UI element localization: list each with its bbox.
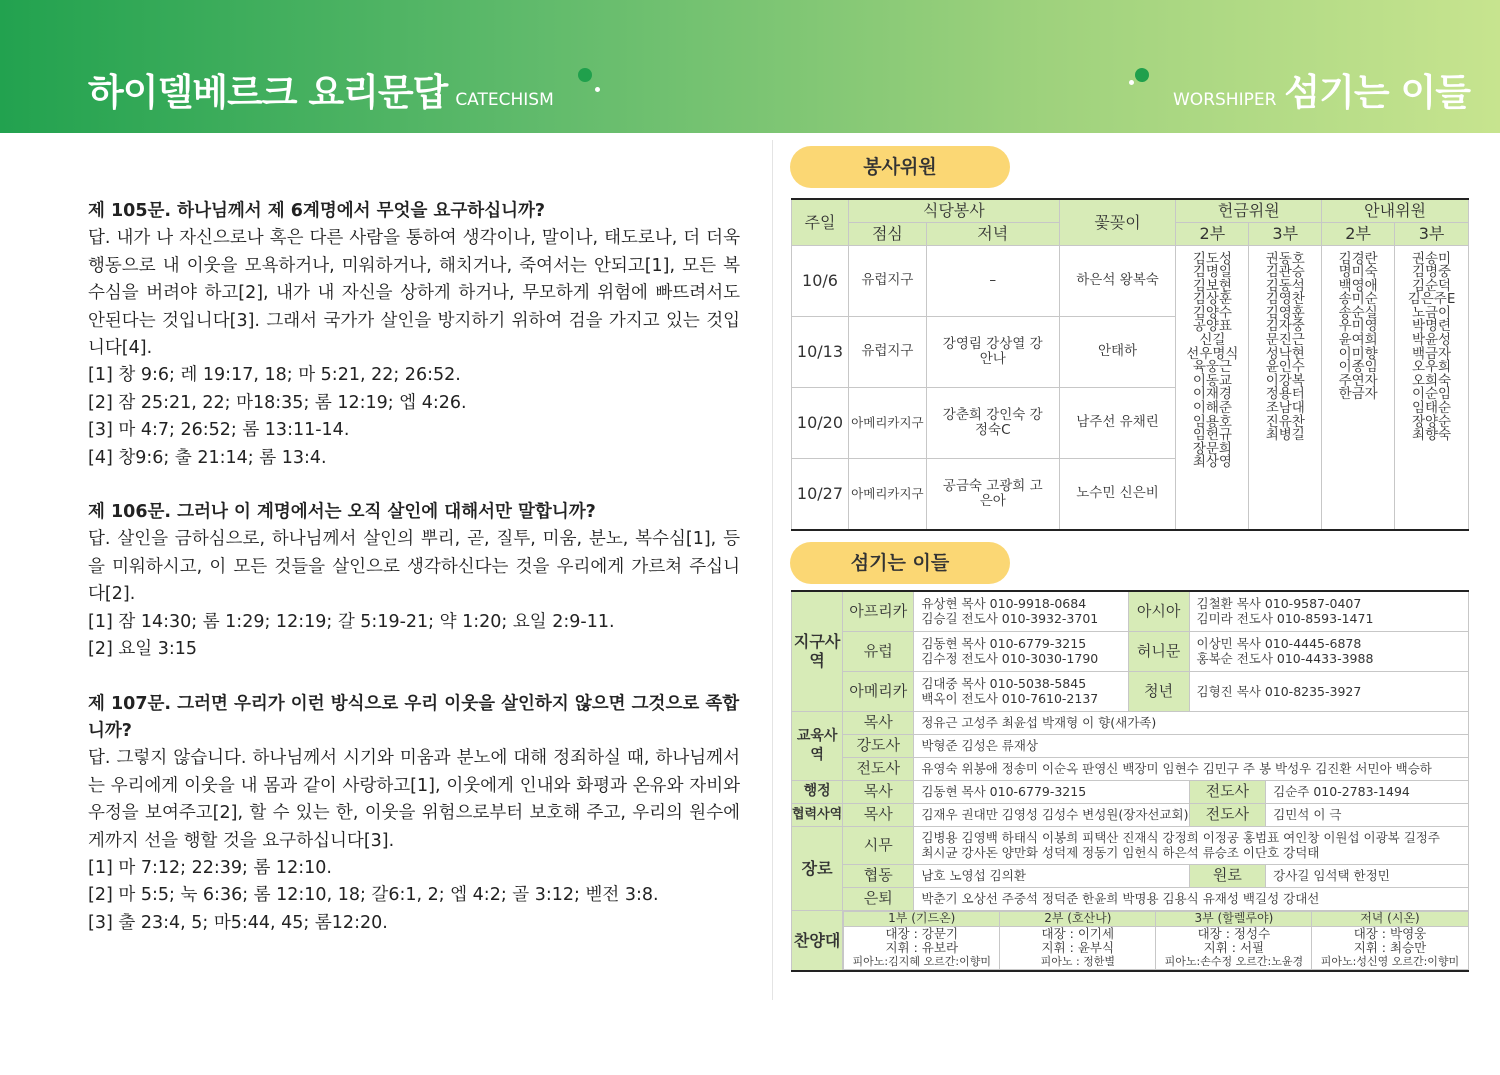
table-row [792, 757, 1469, 780]
elder-active-value [914, 826, 1469, 864]
name-item: 오우희 [1411, 359, 1452, 376]
name-item: 송순실 [1338, 304, 1378, 321]
elder-retired-value: 박춘기 오상선 주중석 정덕준 한윤희 박명용 김용식 유재성 백길성 강대선 [914, 887, 1469, 910]
name-item: 김양수 [1192, 304, 1232, 321]
servers-title: 섬기는 이들 [790, 542, 1010, 584]
question-106 [88, 499, 740, 663]
elder-retired-label: 은퇴 [843, 887, 914, 910]
coop-evangelist-value: 김민석 이 극 [1266, 803, 1469, 826]
catechism-heading [88, 62, 554, 116]
reference: [1] 창 9:6; 레 19:17, 18; 마 5:21, 22; 26:52. [88, 365, 461, 386]
asia-value [1189, 591, 1469, 631]
name-item: 박윤성 [1411, 332, 1452, 349]
table-row [792, 803, 1469, 826]
name-item: 성낙현 [1265, 345, 1305, 362]
name-line: 김병용 김영백 하태식 이봉희 피택산 진재식 강정희 이정공 홍범표 여인창 이원섭 이광복 길정주 [921, 830, 1440, 845]
edu-pastor-value: 정유근 고성주 최윤섭 박재형 이 향(새가족) [914, 711, 1469, 734]
table-row [792, 734, 1469, 757]
name-item: 박명련 [1411, 318, 1452, 335]
name-item: 이순임 [1411, 386, 1452, 403]
name-item: 이미향 [1338, 345, 1378, 362]
contact-line: 이상민 목사 010-4445-6878 [1196, 636, 1362, 651]
row-dinner: – [926, 245, 1059, 316]
question-title: 제 105문. 하나님께서 제 6계명에서 무엇을 요구하십니까? [88, 201, 546, 221]
choir-2-staff [1000, 926, 1156, 969]
staff-line: 피아노 : 정한별 [1040, 954, 1116, 968]
name-item: 최병길 [1265, 427, 1305, 444]
admin-pastor-value: 김동현 목사 010-6779-3215 [914, 780, 1189, 803]
youth-label: 청년 [1128, 671, 1189, 711]
region-label: 지구사역 [792, 591, 843, 711]
row-lunch: 유럽지구 [848, 245, 926, 316]
row-dinner: 강영림 강상열 강안나 [926, 316, 1059, 387]
name-item: 김자중 [1265, 318, 1305, 335]
worshiper-title: 섬기는 이들 [1284, 71, 1470, 114]
question-105 [88, 198, 740, 472]
row-lunch: 유럽지구 [848, 316, 926, 387]
honeymoon-value [1189, 631, 1469, 671]
reference: [3] 마 4:7; 26:52; 롬 13:11-14. [88, 420, 350, 441]
table-row [792, 711, 1469, 734]
row-date: 10/13 [792, 316, 849, 387]
name-item: 이강복 [1265, 372, 1305, 389]
contact-line: 김대중 목사 010-5038-5845 [921, 676, 1087, 691]
america-label: 아메리카 [843, 671, 914, 711]
name-item: 임태순 [1411, 400, 1452, 417]
name-item: 우미영 [1338, 318, 1378, 335]
contact-line: 홍복순 전도사 010-4433-3988 [1196, 651, 1374, 666]
name-item: 백금자 [1411, 345, 1452, 362]
name-item: 공양표 [1192, 318, 1232, 335]
contact-line: 김철환 목사 010-9587-0407 [1196, 596, 1362, 612]
header-lunch: 점심 [848, 222, 926, 245]
question-answer: 답. 내가 나 자신으로나 혹은 다른 사람을 통하여 생각이나, 말이나, 태도로나, 더 더욱 행동으로 내 이웃을 모욕하거나, 미워하거나, 해치거나, 죽여서는 안되고[1], 모든 복수심을 버려야 하고[2], 내가 내 자신을 상하게 하거나, 무모하게 위험에 빠뜨려서도 안된다는 것입니다[3]. 그래서 국가가 살인을 방지하기 위하여 검을 가지고 있는 것입니다[4]. [88, 228, 740, 359]
staff-line: 지휘 : 유보라 [885, 939, 959, 955]
table-row [792, 826, 1469, 864]
america-value [914, 671, 1128, 711]
contact-line: 유상현 목사 010-9918-0684 [921, 596, 1087, 612]
reference: [2] 마 5:5; 눅 6:36; 롬 12:10, 18; 갈6:1, 2; 엡 4:2; 골 3:12; 벧전 3:8. [88, 885, 659, 906]
name-item: 김경란 [1338, 250, 1378, 267]
choir-4-staff [1312, 926, 1468, 969]
admin-evangelist-label: 전도사 [1189, 780, 1266, 803]
admin-label: 행정 [792, 780, 843, 803]
question-title: 제 107문. 그러면 우리가 이런 방식으로 우리 이웃을 살인하지 않으면 그것으로 족합니까? [88, 693, 740, 741]
catechism-title: 하이델베르크 요리문답 [88, 71, 448, 114]
header-offering-3: 3부 [1249, 222, 1322, 245]
edu-evangelist-label: 전도사 [843, 757, 914, 780]
row-flower: 남주선 유채린 [1059, 387, 1176, 458]
reference: [2] 잠 25:21, 22; 마18:35; 롬 12:19; 엡 4:26. [88, 392, 467, 413]
name-item: 김동석 [1265, 277, 1305, 294]
usher-2-list [1322, 245, 1395, 530]
name-item: 이종임 [1338, 359, 1378, 376]
white-dot-icon [595, 87, 600, 92]
catechism-subtitle: CATECHISM [455, 90, 554, 110]
name-item: 윤인수 [1265, 359, 1305, 376]
elder-label: 장로 [792, 826, 843, 910]
header-date: 주일 [792, 199, 849, 245]
staff-line: 대장 : 박영웅 [1353, 925, 1427, 941]
name-item: 진유찬 [1265, 413, 1305, 430]
edu-lecturer-value: 박형준 김성은 류재상 [914, 734, 1469, 757]
question-107 [88, 691, 740, 938]
worshiper-heading [1173, 62, 1470, 116]
asia-label: 아시아 [1128, 591, 1189, 631]
catechism-section [88, 198, 740, 964]
name-item: 김은주E [1407, 291, 1456, 308]
row-flower: 노수민 신은비 [1059, 458, 1176, 530]
name-item: 최향숙 [1411, 427, 1452, 444]
servers-table [791, 590, 1469, 972]
coop-pastor-value: 김재우 권대만 김영성 김성수 변성원(장자선교회) [914, 803, 1189, 826]
elder-assoc-value: 남호 노영섭 김의환 [914, 864, 1189, 887]
staff-line: 지휘 : 최승만 [1353, 939, 1427, 955]
column-divider [772, 140, 773, 1000]
table-row [792, 780, 1469, 803]
name-item: 오희숙 [1411, 372, 1452, 389]
row-dinner: 공금숙 고광희 고은아 [926, 458, 1059, 530]
question-answer: 답. 그렇지 않습니다. 하나님께서 시기와 미움과 분노에 대해 정죄하실 때, 하나님께서는 우리에게 이웃을 내 몸과 같이 사랑하고[1], 이웃에게 인내와 화평과 온유와 자비와 우정을 보여주고[2], 할 수 있는 한, 이웃을 위험으로부터 보호해 주고, 우리의 원수에게까지 선을 행할 것을 요구하십니다[3]. [88, 748, 740, 851]
name-item: 김보현 [1192, 277, 1232, 294]
row-date: 10/20 [792, 387, 849, 458]
offering-2-list [1176, 245, 1249, 530]
elder-assoc-label: 협동 [843, 864, 914, 887]
coop-evangelist-label: 전도사 [1189, 803, 1266, 826]
table-row [792, 910, 1469, 971]
name-item: 김명중 [1411, 264, 1452, 281]
row-flower: 하은석 왕복숙 [1059, 245, 1176, 316]
coop-label: 협력사역 [792, 803, 843, 826]
europe-label: 유럽 [843, 631, 914, 671]
name-item: 이동교 [1192, 372, 1232, 389]
choir-3-name: 3부 (할렐루야) [1156, 911, 1312, 926]
choir-3-staff [1156, 926, 1312, 969]
table-row [792, 887, 1469, 910]
row-lunch: 아메리카지구 [848, 458, 926, 530]
table-row [792, 245, 1469, 316]
offering-3-list [1249, 245, 1322, 530]
name-item: 선우명식 [1186, 345, 1239, 362]
row-lunch: 아메리카지구 [848, 387, 926, 458]
choir-4-name: 저녁 (시온) [1312, 911, 1468, 926]
header-dinner: 저녁 [926, 222, 1059, 245]
name-item: 송미순 [1338, 291, 1378, 308]
row-date: 10/6 [792, 245, 849, 316]
choir-1-name: 1부 (기드온) [844, 911, 1000, 926]
name-item: 최상영 [1192, 454, 1232, 471]
name-item: 정용터 [1265, 386, 1305, 403]
header-meal: 식당봉사 [848, 199, 1059, 222]
worshiper-subtitle: WORSHIPER [1173, 90, 1277, 110]
reference: [4] 창9:6; 출 21:14; 롬 13:4. [88, 447, 327, 468]
row-date: 10/27 [792, 458, 849, 530]
staff-line: 지휘 : 서필 [1203, 939, 1265, 955]
green-dot-icon [578, 68, 592, 82]
elder-emeritus-value: 강사길 임석택 한정민 [1266, 864, 1469, 887]
name-item: 권송미 [1411, 250, 1452, 267]
name-item: 주연자 [1338, 372, 1378, 389]
name-item: 김영찬 [1265, 291, 1305, 308]
contact-line: 김미라 전도사 010-8593-1471 [1196, 611, 1374, 627]
admin-evangelist-value: 김순주 010-2783-1494 [1266, 780, 1469, 803]
table-row [792, 591, 1469, 631]
edu-lecturer-label: 강도사 [843, 734, 914, 757]
table-row [792, 671, 1469, 711]
name-item: 김도성 [1192, 250, 1232, 267]
edu-evangelist-value: 유영숙 위봉애 정송미 이순옥 판영신 백장미 임현수 김민구 주 봉 박성우 김진환 서민아 백승하 [914, 757, 1469, 780]
name-item: 이해준 [1192, 400, 1232, 417]
honeymoon-label: 허니문 [1128, 631, 1189, 671]
name-item: 김순덕 [1411, 277, 1452, 294]
edu-label: 교육사역 [792, 711, 843, 780]
usher-3-list [1395, 245, 1469, 530]
staff-line: 지휘 : 윤부식 [1041, 939, 1115, 955]
name-item: 김영훈 [1265, 304, 1305, 321]
reference: [1] 마 7:12; 22:39; 롬 12:10. [88, 857, 332, 878]
staff-line: 대장 : 강문기 [885, 925, 959, 941]
choir-2-name: 2부 (호산나) [1000, 911, 1156, 926]
name-item: 장양순 [1411, 413, 1452, 430]
reference: [3] 출 23:4, 5; 마5:44, 45; 롬12:20. [88, 912, 388, 933]
question-answer: 답. 살인을 금하심으로, 하나님께서 살인의 뿌리, 곧, 질투, 미움, 분노, 복수심[1], 등을 미워하시고, 이 모든 것들을 살인으로 생각하신다는 것을 우리에게 가르쳐 주십니다[2]. [88, 529, 740, 605]
contact-line: 김승길 전도사 010-3932-3701 [921, 611, 1099, 627]
name-item: 권동호 [1265, 250, 1305, 267]
name-item: 명미숙 [1338, 264, 1378, 281]
name-item: 김명일 [1192, 264, 1232, 281]
africa-value [914, 591, 1128, 631]
europe-value [914, 631, 1128, 671]
name-item: 이재경 [1192, 386, 1232, 403]
coop-pastor-label: 목사 [843, 803, 914, 826]
header-offering: 헌금위원 [1176, 199, 1322, 222]
reference: [2] 요일 3:15 [88, 639, 198, 660]
choir-1-staff [844, 926, 1000, 969]
page-header [0, 0, 1500, 133]
name-item: 신길 [1199, 332, 1226, 349]
name-item: 임용호 [1192, 413, 1232, 430]
choir-grid [843, 910, 1469, 971]
name-item: 김상훈 [1192, 291, 1232, 308]
green-dot-icon [1135, 68, 1149, 82]
white-dot-icon [1129, 80, 1134, 85]
edu-pastor-label: 목사 [843, 711, 914, 734]
name-line: 최시균 강사돈 양만화 성덕제 정동기 임헌식 하은석 류승조 이단호 강덕태 [921, 845, 1320, 860]
choir-table [843, 911, 1468, 970]
staff-line: 피아노:성신영 오르간:이향미 [1320, 954, 1460, 968]
name-item: 한금자 [1338, 386, 1378, 403]
staff-line: 대장 : 이기세 [1041, 925, 1115, 941]
elder-active-label: 시무 [843, 826, 914, 864]
reference: [1] 잠 14:30; 롬 1:29; 12:19; 갈 5:19-21; 약 1:20; 요일 2:9-11. [88, 611, 615, 632]
header-usher-2: 2부 [1322, 222, 1395, 245]
choir-label: 찬양대 [792, 910, 843, 971]
row-flower: 안태하 [1059, 316, 1176, 387]
row-dinner: 강춘희 강인숙 강정숙C [926, 387, 1059, 458]
africa-label: 아프리카 [843, 591, 914, 631]
elder-emeritus-label: 원로 [1189, 864, 1266, 887]
header-flower: 꽃꽂이 [1059, 199, 1176, 245]
name-item: 조남대 [1265, 400, 1305, 417]
question-title: 제 106문. 그러나 이 계명에서는 오직 살인에 대해서만 말합니까? [88, 502, 596, 523]
staff-line: 대장 : 정성수 [1197, 925, 1271, 941]
name-item: 백영애 [1338, 277, 1378, 294]
name-item: 윤여희 [1338, 332, 1378, 349]
name-item: 김관승 [1265, 264, 1305, 281]
name-item: 장문희 [1192, 440, 1232, 457]
admin-pastor-label: 목사 [843, 780, 914, 803]
name-item: 육웅근 [1192, 359, 1232, 376]
header-offering-2: 2부 [1176, 222, 1249, 245]
staff-line: 피아노:손수정 오르간:노윤경 [1164, 954, 1304, 968]
table-row [792, 864, 1469, 887]
contact-line: 백옥이 전도사 010-7610-2137 [921, 691, 1099, 706]
staff-line: 피아노:김지혜 오르간:이향미 [852, 954, 991, 968]
header-usher-3: 3부 [1395, 222, 1469, 245]
volunteers-title: 봉사위원 [790, 146, 1010, 188]
youth-value: 김형진 목사 010-8235-3927 [1189, 671, 1469, 711]
contact-line: 김동현 목사 010-6779-3215 [921, 636, 1087, 651]
header-usher: 안내위원 [1322, 199, 1469, 222]
name-item: 문진근 [1265, 332, 1305, 349]
contact-line: 김수정 전도사 010-3030-1790 [921, 651, 1099, 666]
volunteers-table [791, 198, 1469, 531]
name-item: 노금이 [1411, 304, 1452, 321]
name-item: 임헌규 [1192, 427, 1232, 444]
table-row [792, 631, 1469, 671]
